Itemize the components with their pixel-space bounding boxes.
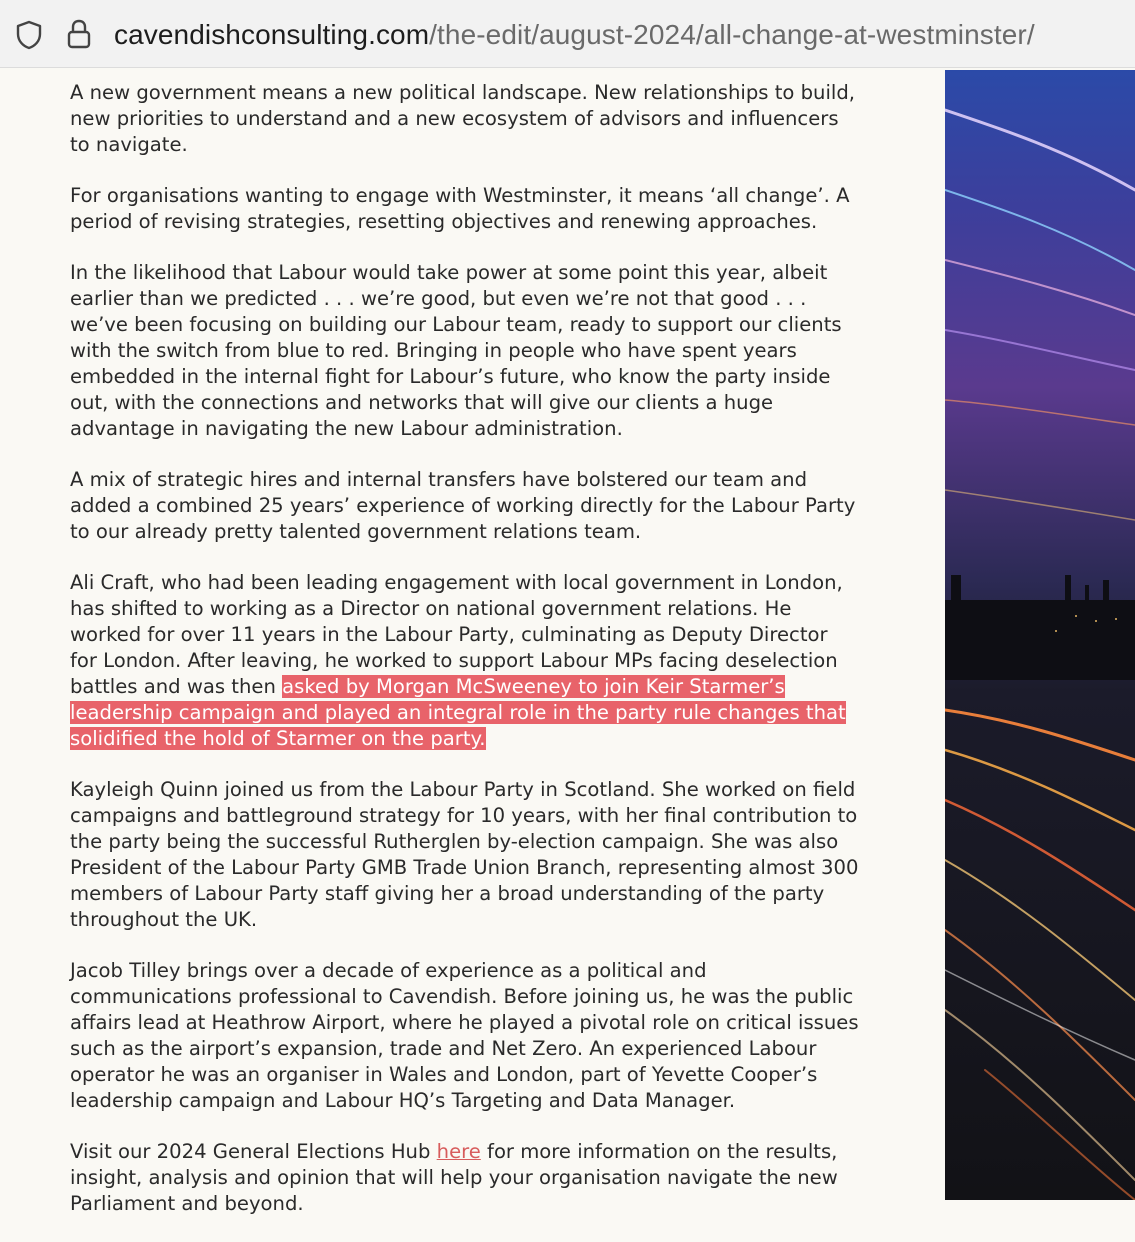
paragraph-labour-team: In the likelihood that Labour would take power at some point this year, albeit earlier than we predicted . . . we’re good, but even we’re not that good . . . we’ve been focusing on building our Labour team, ready to support our clients with the switch from blue to red. Bringing in people who have spent years embedded in the internal fight for Labour’s future, who know the party inside out, with the connections and networks that will give our clients a huge advantage in navigating the new Labour administration. xyxy=(70,261,842,440)
paragraph-all-change: For organisations wanting to engage with Westminster, it means ‘all change’. A period of revising strategies, resetting objectives and renewing approaches. xyxy=(70,184,850,233)
lock-icon[interactable] xyxy=(66,18,92,50)
paragraph-kayleigh-quinn: Kayleigh Quinn joined us from the Labour Party in Scotland. She worked on field campaigns and battleground strategy for 10 years, with her final contribution to the party being the successful Rutherglen by-election campaign. She was also President of the Labour Party GMB Trade Union Branch, representing almost 300 members of Labour Party staff giving her a broad understanding of the party throughout the UK. xyxy=(70,778,859,931)
hub-text-after: for more information on the results, insight, analysis and opinion that will help your organisation navigate the new Parliament and beyond. xyxy=(70,1140,838,1215)
url-path: /the-edit/august-2024/all-change-at-westminster/ xyxy=(429,19,1035,50)
address-bar[interactable] xyxy=(0,0,1135,68)
paragraph-ali-craft xyxy=(70,570,860,752)
elections-hub-link[interactable]: here xyxy=(436,1140,481,1163)
highlighted-text: asked by Morgan McSweeney to join Keir Starmer’s leadership campaign and played an integral role in the party rule changes that solidified the hold of Starmer on the party. xyxy=(70,675,846,750)
paragraph-elections-hub xyxy=(70,1139,860,1217)
url-text[interactable] xyxy=(114,18,1035,52)
article-body xyxy=(70,80,860,1242)
hero-image-light-trails xyxy=(945,70,1135,1200)
ali-craft-text: Ali Craft, who had been leading engagement with local government in London, has shifted to working as a Director on national government relations. He worked for over 11 years in the Labour Party, culminating as Deputy Director for London. After leaving, he worked to support Labour MPs facing deselection battles and was then xyxy=(70,571,843,698)
paragraph-jacob-tilley: Jacob Tilley brings over a decade of experience as a political and communications professional to Cavendish. Before joining us, he was the public affairs lead at Heathrow Airport, where he played a pivotal role on critical issues such as the airport’s expansion, trade and Net Zero. An experienced Labour operator he was an organiser in Wales and London, part of Yevette Cooper’s leadership campaign and Labour HQ’s Targeting and Data Manager. xyxy=(70,959,859,1112)
url-domain: cavendishconsulting.com xyxy=(114,19,430,50)
paragraph-intro: A new government means a new political landscape. New relationships to build, new priorities to understand and a new ecosystem of advisors and influencers to navigate. xyxy=(70,81,856,156)
hub-text-before: Visit our 2024 General Elections Hub xyxy=(70,1140,437,1163)
paragraph-strategic-hires: A mix of strategic hires and internal transfers have bolstered our team and added a combined 25 years’ experience of working directly for the Labour Party to our already pretty talented government relations team. xyxy=(70,468,856,543)
shield-icon[interactable] xyxy=(14,20,44,50)
